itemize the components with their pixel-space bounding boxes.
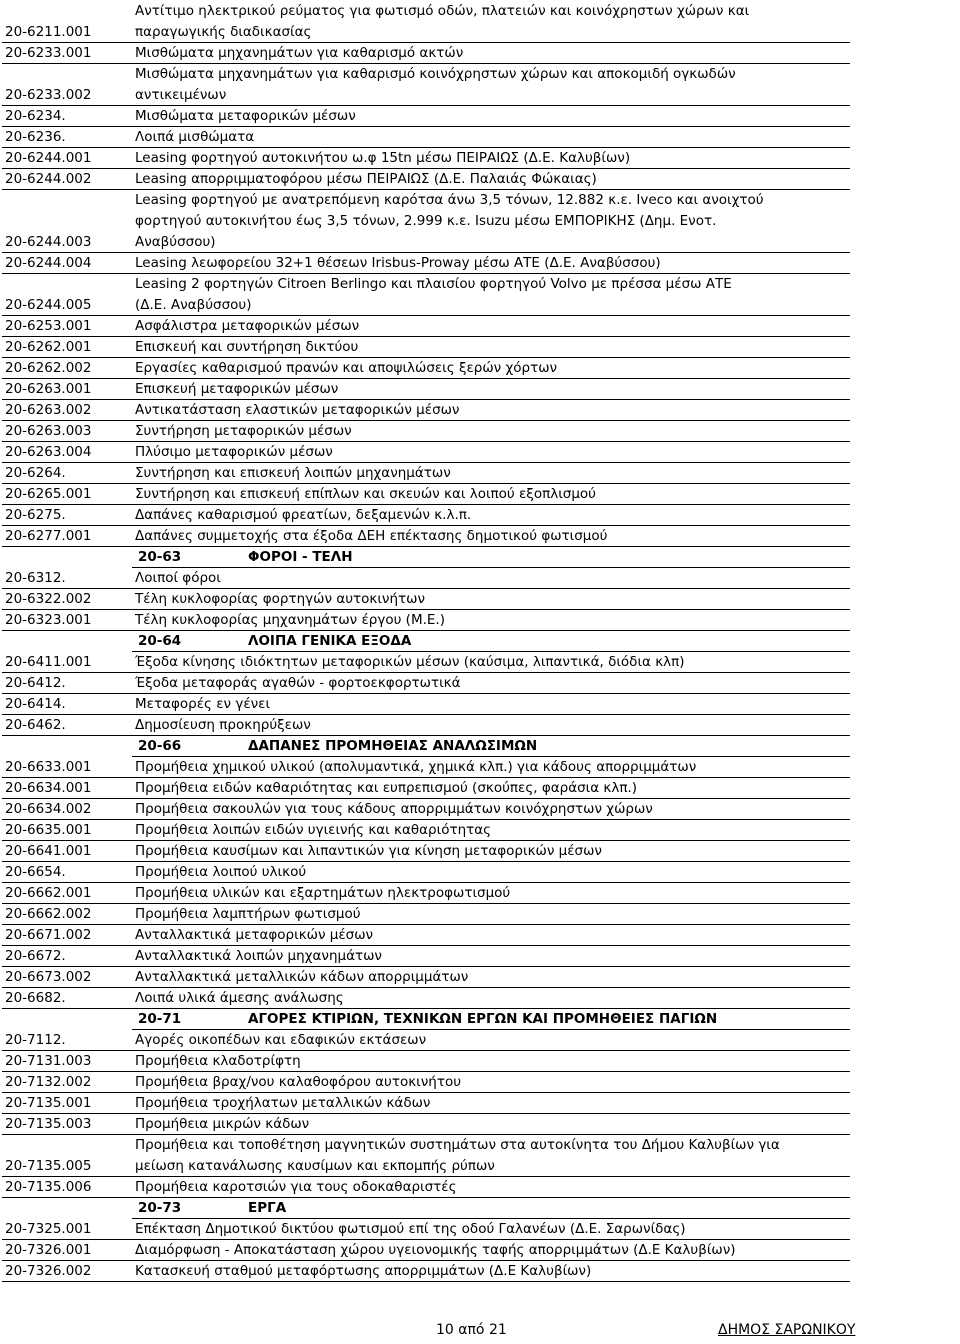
account-description bbox=[132, 253, 850, 274]
description-line: Αντικατάσταση ελαστικών μεταφορικών μέσων bbox=[135, 402, 460, 418]
ledger-row bbox=[2, 568, 850, 589]
ledger-row bbox=[2, 904, 850, 925]
ledger-row bbox=[2, 106, 850, 127]
account-code: 20-6263.004 bbox=[5, 444, 92, 460]
description-line: Προμήθεια τροχήλατων μεταλλικών κάδων bbox=[135, 1095, 431, 1111]
account-code: 20-7326.001 bbox=[5, 1242, 92, 1258]
account-description bbox=[132, 190, 850, 253]
section-heading-row bbox=[2, 736, 850, 757]
account-code: 20-6262.002 bbox=[5, 360, 92, 376]
description-line: Αναβύσσου) bbox=[135, 234, 216, 250]
ledger-row bbox=[2, 1051, 850, 1072]
description-line: Δαπάνες συμμετοχής στα έξοδα ΔΕΗ επέκτασης δημοτικού φωτισμού bbox=[135, 528, 608, 544]
section-heading-row bbox=[2, 1009, 850, 1030]
account-code: 20-6244.005 bbox=[5, 297, 92, 313]
account-description bbox=[132, 673, 850, 694]
description-line: (Δ.Ε. Αναβύσσου) bbox=[135, 297, 252, 313]
ledger-row bbox=[2, 400, 850, 421]
section-heading-row bbox=[2, 1198, 850, 1219]
ledger-row bbox=[2, 316, 850, 337]
description-line: Μισθώματα μηχανημάτων για καθαρισμό κοινόχρηστων χώρων και αποκομιδή ογκωδών bbox=[135, 66, 736, 82]
ledger-row bbox=[2, 715, 850, 736]
account-description bbox=[132, 316, 850, 337]
description-line: Προμήθεια λαμπτήρων φωτισμού bbox=[135, 906, 361, 922]
account-description bbox=[132, 946, 850, 967]
ledger-row bbox=[2, 64, 850, 106]
account-description bbox=[132, 106, 850, 127]
description-line: Προμήθεια υλικών και εξαρτημάτων ηλεκτροφωτισμού bbox=[135, 885, 511, 901]
description-line: Leasing λεωφορείου 32+1 θέσεων Irisbus-Proway μέσω ΑΤΕ (Δ.Ε. Αναβύσσου) bbox=[135, 255, 661, 271]
account-code: 20-6264. bbox=[5, 465, 66, 481]
section-heading bbox=[132, 1198, 850, 1219]
description-line: Ανταλλακτικά μεταφορικών μέσων bbox=[135, 927, 374, 943]
ledger-row bbox=[2, 379, 850, 400]
account-code: 20-6265.001 bbox=[5, 486, 92, 502]
section-heading bbox=[132, 547, 850, 568]
description-line: Συντήρηση μεταφορικών μέσων bbox=[135, 423, 352, 439]
account-code: 20-6244.001 bbox=[5, 150, 92, 166]
ledger-row bbox=[2, 1261, 850, 1282]
ledger-row bbox=[2, 820, 850, 841]
description-line: Πλύσιμο μεταφορικών μέσων bbox=[135, 444, 333, 460]
ledger-row bbox=[2, 757, 850, 778]
description-line: Συντήρηση και επισκευή λοιπών μηχανημάτων bbox=[135, 465, 451, 481]
account-code: 20-6253.001 bbox=[5, 318, 92, 334]
ledger-row bbox=[2, 1030, 850, 1051]
page-number: 10 από 21 bbox=[436, 1322, 507, 1338]
ledger-row bbox=[2, 190, 850, 253]
description-line: Λοιποί φόροι bbox=[135, 570, 221, 586]
description-line: φορτηγού αυτοκινήτου έως 3,5 τόνων, 2.999 κ.ε. Isuzu μέσω ΕΜΠΟΡΙΚΗΣ (Δημ. Ενοτ. bbox=[135, 213, 717, 229]
account-code: 20-7135.005 bbox=[5, 1158, 92, 1174]
description-line: Λοιπά μισθώματα bbox=[135, 129, 255, 145]
description-line: Προμήθεια ειδών καθαριότητας και ευπρεπισμού (σκούπες, φαράσια κλπ.) bbox=[135, 780, 638, 796]
account-code: 20-6234. bbox=[5, 108, 66, 124]
account-code: 20-6634.001 bbox=[5, 780, 92, 796]
account-code: 20-7132.002 bbox=[5, 1074, 92, 1090]
account-description bbox=[132, 484, 850, 505]
ledger-row bbox=[2, 673, 850, 694]
account-description bbox=[132, 400, 850, 421]
account-description bbox=[132, 715, 850, 736]
ledger-row bbox=[2, 463, 850, 484]
description-line: Προμήθεια λοιπών ειδών υγιεινής και καθαριότητας bbox=[135, 822, 492, 838]
ledger-row bbox=[2, 694, 850, 715]
ledger-row bbox=[2, 652, 850, 673]
account-code: 20-6275. bbox=[5, 507, 66, 523]
account-code: 20-6312. bbox=[5, 570, 66, 586]
account-code: 20-6244.002 bbox=[5, 171, 92, 187]
ledger-row bbox=[2, 421, 850, 442]
ledger-row bbox=[2, 1093, 850, 1114]
account-description bbox=[132, 841, 850, 862]
description-line: Leasing φορτηγού αυτοκινήτου ω.φ 15tn μέσω ΠΕΙΡΑΙΩΣ (Δ.Ε. Καλυβίων) bbox=[135, 150, 631, 166]
account-code: 20-6412. bbox=[5, 675, 66, 691]
description-line: Προμήθεια καυσίμων και λιπαντικών για κίνηση μεταφορικών μέσων bbox=[135, 843, 602, 859]
description-line: Επισκευή μεταφορικών μέσων bbox=[135, 381, 339, 397]
description-line: Leasing 2 φορτηγών Citroen Berlingo και πλαισίου φορτηγού Volvo με πρέσσα μέσω ΑΤΕ bbox=[135, 276, 732, 292]
account-description bbox=[132, 43, 850, 64]
section-heading bbox=[132, 631, 850, 652]
description-line: Διαμόρφωση - Αποκατάσταση χώρου υγειονομικής ταφής απορριμμάτων (Δ.Ε Καλυβίων) bbox=[135, 1242, 736, 1258]
ledger-row bbox=[2, 589, 850, 610]
account-code: 20-6263.003 bbox=[5, 423, 92, 439]
ledger-row bbox=[2, 841, 850, 862]
description-line: Ανταλλακτικά λοιπών μηχανημάτων bbox=[135, 948, 382, 964]
description-line: Έξοδα κίνησης ιδιόκτητων μεταφορικών μέσων (καύσιμα, λιπαντικά, διόδια κλπ) bbox=[135, 654, 685, 670]
account-code: 20-7112. bbox=[5, 1032, 66, 1048]
ledger-row bbox=[2, 127, 850, 148]
ledger-row bbox=[2, 925, 850, 946]
ledger-row bbox=[2, 610, 850, 631]
description-line: Κατασκευή σταθμού μεταφόρτωσης απορριμμάτων (Δ.Ε Καλυβίων) bbox=[135, 1263, 592, 1279]
section-code: 20-63 bbox=[138, 549, 182, 565]
description-line: Έξοδα μεταφοράς αγαθών - φορτοεκφορτωτικά bbox=[135, 675, 461, 691]
account-code: 20-6323.001 bbox=[5, 612, 92, 628]
account-description bbox=[132, 337, 850, 358]
description-line: Δαπάνες καθαρισμού φρεατίων, δεξαμενών κ.λ.π. bbox=[135, 507, 472, 523]
description-line: Μισθώματα μεταφορικών μέσων bbox=[135, 108, 356, 124]
account-description bbox=[132, 778, 850, 799]
account-code: 20-6233.001 bbox=[5, 45, 92, 61]
account-description bbox=[132, 127, 850, 148]
account-code: 20-7326.002 bbox=[5, 1263, 92, 1279]
account-description bbox=[132, 820, 850, 841]
section-code: 20-71 bbox=[138, 1011, 182, 1027]
description-line: Προμήθεια κλαδοτρίφτη bbox=[135, 1053, 301, 1069]
account-description bbox=[132, 274, 850, 316]
ledger-row bbox=[2, 505, 850, 526]
account-description bbox=[132, 1030, 850, 1051]
ledger-row bbox=[2, 148, 850, 169]
account-code: 20-6414. bbox=[5, 696, 66, 712]
account-code: 20-6635.001 bbox=[5, 822, 92, 838]
section-heading bbox=[132, 736, 850, 757]
description-line: Leasing απορριμματοφόρου μέσω ΠΕΙΡΑΙΩΣ (Δ.Ε. Παλαιάς Φώκαιας) bbox=[135, 171, 597, 187]
account-description bbox=[132, 379, 850, 400]
account-description bbox=[132, 610, 850, 631]
section-code: 20-66 bbox=[138, 738, 182, 754]
account-description bbox=[132, 967, 850, 988]
account-description bbox=[132, 1177, 850, 1198]
ledger-row bbox=[2, 1219, 850, 1240]
ledger-row bbox=[2, 967, 850, 988]
description-line: Μισθώματα μηχανημάτων για καθαρισμό ακτών bbox=[135, 45, 464, 61]
account-code: 20-6211.001 bbox=[5, 24, 92, 40]
description-line: Προμήθεια λοιπού υλικού bbox=[135, 864, 307, 880]
ledger-row bbox=[2, 1, 850, 43]
ledger-row bbox=[2, 253, 850, 274]
description-line: Αγορές οικοπέδων και εδαφικών εκτάσεων bbox=[135, 1032, 427, 1048]
ledger-row bbox=[2, 946, 850, 967]
section-title: ΑΓΟΡΕΣ ΚΤΙΡΙΩΝ, ΤΕΧΝΙΚΩΝ ΕΡΓΩΝ ΚΑΙ ΠΡΟΜΗΘΕΙΕΣ ΠΑΓΙΩΝ bbox=[248, 1011, 718, 1027]
description-line: μείωση κατανάλωσης καυσίμων και εκπομπής ρύπων bbox=[135, 1158, 495, 1174]
municipality-name: ΔΗΜΟΣ ΣΑΡΩΝΙΚΟΥ bbox=[718, 1322, 856, 1338]
account-code: 20-6671.002 bbox=[5, 927, 92, 943]
account-code: 20-6262.001 bbox=[5, 339, 92, 355]
ledger-row bbox=[2, 484, 850, 505]
account-description bbox=[132, 358, 850, 379]
ledger-row bbox=[2, 799, 850, 820]
account-description bbox=[132, 463, 850, 484]
description-line: Προμήθεια βραχ/νου καλαθοφόρου αυτοκινήτου bbox=[135, 1074, 462, 1090]
account-description bbox=[132, 589, 850, 610]
description-line: Επέκταση Δημοτικού δικτύου φωτισμού επί της οδού Γαλανέων (Δ.Ε. Σαρωνίδας) bbox=[135, 1221, 686, 1237]
account-description bbox=[132, 925, 850, 946]
account-description bbox=[132, 1051, 850, 1072]
section-heading-row bbox=[2, 547, 850, 568]
ledger-row bbox=[2, 1135, 850, 1177]
account-description bbox=[132, 421, 850, 442]
account-description bbox=[132, 505, 850, 526]
ledger-row bbox=[2, 337, 850, 358]
description-line: Μεταφορές εν γένει bbox=[135, 696, 271, 712]
page-footer bbox=[0, 1322, 960, 1344]
account-description bbox=[132, 1261, 850, 1282]
account-description bbox=[132, 694, 850, 715]
ledger-row bbox=[2, 1177, 850, 1198]
account-code: 20-6244.003 bbox=[5, 234, 92, 250]
account-description bbox=[132, 988, 850, 1009]
account-description bbox=[132, 526, 850, 547]
account-description bbox=[132, 757, 850, 778]
account-description bbox=[132, 1240, 850, 1261]
account-code: 20-6662.002 bbox=[5, 906, 92, 922]
account-code: 20-6462. bbox=[5, 717, 66, 733]
section-title: ΦΟΡΟΙ - ΤΕΛΗ bbox=[248, 549, 353, 565]
account-description bbox=[132, 862, 850, 883]
account-code: 20-6263.001 bbox=[5, 381, 92, 397]
description-line: Δημοσίευση προκηρύξεων bbox=[135, 717, 311, 733]
account-code: 20-6662.001 bbox=[5, 885, 92, 901]
description-line: αντικειμένων bbox=[135, 87, 227, 103]
account-code: 20-6236. bbox=[5, 129, 66, 145]
budget-ledger bbox=[2, 1, 850, 1282]
account-code: 20-6633.001 bbox=[5, 759, 92, 775]
description-line: Συντήρηση και επισκευή επίπλων και σκευών και λοιπού εξοπλισμού bbox=[135, 486, 596, 502]
account-description bbox=[132, 799, 850, 820]
account-code: 20-6322.002 bbox=[5, 591, 92, 607]
account-description bbox=[132, 1135, 850, 1177]
account-code: 20-6233.002 bbox=[5, 87, 92, 103]
ledger-row bbox=[2, 358, 850, 379]
section-heading bbox=[132, 1009, 850, 1030]
account-description bbox=[132, 1072, 850, 1093]
ledger-row bbox=[2, 988, 850, 1009]
section-code: 20-73 bbox=[138, 1200, 182, 1216]
ledger-row bbox=[2, 43, 850, 64]
ledger-row bbox=[2, 862, 850, 883]
ledger-row bbox=[2, 1240, 850, 1261]
account-description bbox=[132, 904, 850, 925]
account-code: 20-6682. bbox=[5, 990, 66, 1006]
account-code: 20-6673.002 bbox=[5, 969, 92, 985]
account-description bbox=[132, 1114, 850, 1135]
description-line: Επισκευή και συντήρηση δικτύου bbox=[135, 339, 359, 355]
account-code: 20-7135.006 bbox=[5, 1179, 92, 1195]
account-description bbox=[132, 568, 850, 589]
account-code: 20-6244.004 bbox=[5, 255, 92, 271]
description-line: Προμήθεια και τοποθέτηση μαγνητικών συστημάτων στα αυτοκίνητα του Δήμου Καλυβίων για bbox=[135, 1137, 780, 1153]
description-line: Προμήθεια χημικού υλικού (απολυμαντικά, χημικά κλπ.) για κάδους απορριμμάτων bbox=[135, 759, 697, 775]
ledger-row bbox=[2, 526, 850, 547]
account-description bbox=[132, 64, 850, 106]
description-line: Ανταλλακτικά μεταλλικών κάδων απορριμμάτων bbox=[135, 969, 469, 985]
ledger-row bbox=[2, 1072, 850, 1093]
description-line: Λοιπά υλικά άμεσης ανάλωσης bbox=[135, 990, 344, 1006]
ledger-row bbox=[2, 883, 850, 904]
section-code: 20-64 bbox=[138, 633, 182, 649]
description-line: Προμήθεια σακουλών για τους κάδους απορριμμάτων κοινόχρηστων χώρων bbox=[135, 801, 653, 817]
description-line: Προμήθεια καροτσιών για τους οδοκαθαριστές bbox=[135, 1179, 457, 1195]
account-code: 20-6411.001 bbox=[5, 654, 92, 670]
section-heading-row bbox=[2, 631, 850, 652]
account-description bbox=[132, 652, 850, 673]
account-code: 20-6654. bbox=[5, 864, 66, 880]
ledger-row bbox=[2, 169, 850, 190]
description-line: Προμήθεια μικρών κάδων bbox=[135, 1116, 310, 1132]
account-code: 20-7325.001 bbox=[5, 1221, 92, 1237]
account-code: 20-6641.001 bbox=[5, 843, 92, 859]
account-code: 20-7135.003 bbox=[5, 1116, 92, 1132]
description-line: Leasing φορτηγού με ανατρεπόμενη καρότσα άνω 3,5 τόνων, 12.882 κ.ε. Iveco και ανοιχτού bbox=[135, 192, 764, 208]
account-description bbox=[132, 148, 850, 169]
ledger-row bbox=[2, 778, 850, 799]
account-description bbox=[132, 1, 850, 43]
ledger-row bbox=[2, 1114, 850, 1135]
description-line: Τέλη κυκλοφορίας φορτηγών αυτοκινήτων bbox=[135, 591, 426, 607]
account-description bbox=[132, 169, 850, 190]
section-title: ΔΑΠΑΝΕΣ ΠΡΟΜΗΘΕΙΑΣ ΑΝΑΛΩΣΙΜΩΝ bbox=[248, 738, 538, 754]
account-code: 20-7135.001 bbox=[5, 1095, 92, 1111]
account-description bbox=[132, 883, 850, 904]
description-line: Τέλη κυκλοφορίας μηχανημάτων έργου (Μ.Ε.) bbox=[135, 612, 445, 628]
section-title: ΕΡΓΑ bbox=[248, 1200, 287, 1216]
ledger-row bbox=[2, 442, 850, 463]
description-line: παραγωγικής διαδικασίας bbox=[135, 24, 312, 40]
account-description bbox=[132, 1093, 850, 1114]
description-line: Εργασίες καθαρισμού πρανών και αποψιλώσεις ξερών χόρτων bbox=[135, 360, 558, 376]
description-line: Αντίτιμο ηλεκτρικού ρεύματος για φωτισμό οδών, πλατειών και κοινόχρηστων χώρων και bbox=[135, 3, 750, 19]
section-title: ΛΟΙΠΑ ΓΕΝΙΚΑ ΕΞΟΔΑ bbox=[248, 633, 412, 649]
account-code: 20-6672. bbox=[5, 948, 66, 964]
account-code: 20-7131.003 bbox=[5, 1053, 92, 1069]
account-code: 20-6277.001 bbox=[5, 528, 92, 544]
account-description bbox=[132, 442, 850, 463]
account-code: 20-6634.002 bbox=[5, 801, 92, 817]
account-description bbox=[132, 1219, 850, 1240]
description-line: Ασφάλιστρα μεταφορικών μέσων bbox=[135, 318, 360, 334]
account-code: 20-6263.002 bbox=[5, 402, 92, 418]
ledger-row bbox=[2, 274, 850, 316]
